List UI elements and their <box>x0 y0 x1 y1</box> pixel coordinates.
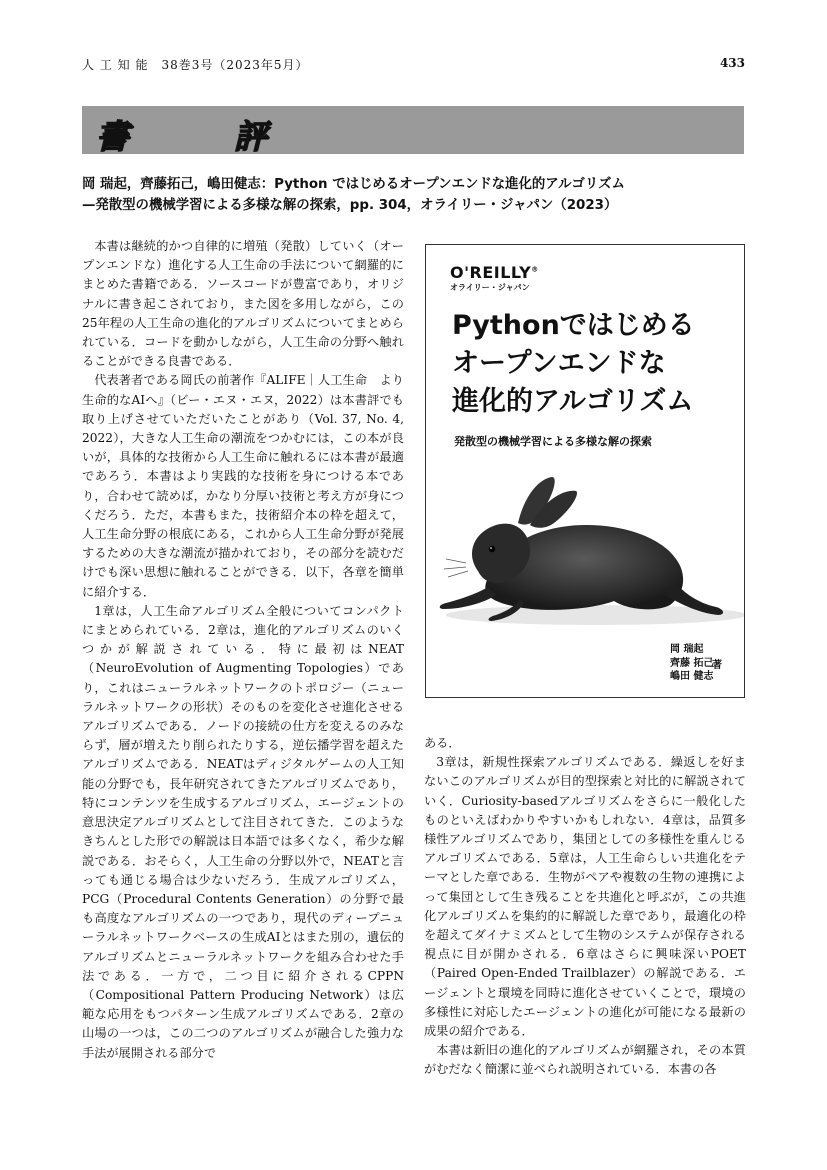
cover-publisher-logo: O'REILLY® <box>450 263 539 282</box>
paragraph-summary: 本書は新旧の進化的アルゴリズムが網羅され，その本質がむだなく簡潔に並べられ説明されている．本書の各 <box>424 1043 746 1077</box>
book-reference <box>82 174 744 216</box>
body-column-right <box>424 734 746 1080</box>
section-title-char-1: 書 <box>96 117 129 156</box>
cover-publisher-jp: オライリー・ジャパン <box>450 283 530 292</box>
cover-author-suffix: 著 <box>712 660 722 671</box>
paragraph-continuation: ある． <box>424 736 461 750</box>
cover-authors: 岡 瑞起 齊藤 拓己 嶋田 健志 <box>670 644 714 682</box>
paragraph-chapters-3-6: 3章は，新規性探索アルゴリズムである．繰返しを好まないこのアルゴリズムが目的型探索と対比的に解説されていく．Curiosity-basedアルゴリズムをさらに一般化したものといえばわかりやすいかもしれない．4章は，品質多様性アルゴリズムであり，集団としての多様性を重んじるアルゴリズムである．5章は，人工生命らしい共進化をテーマとした章である．生物がペアや複数の生物の連携によって集団として生き残ることを共進化と呼ぶが，この共進化アルゴリズムを集約的に解説した章であり，最適化の枠を超えてダイナミズムとして生物のシステムが保存される視点に目が開かされる．6章はさらに興味深いPOET（Paired Open-Ended Trailblazer）の解説である．エージェントと環境を同時に進化させていくことで，環境の多様性に対応したエージェントの進化が可能になる最新の成果の紹介である． <box>424 755 746 1039</box>
rabbit-illustration <box>426 463 744 633</box>
paragraph-chapters-1-2: 1章は，人工生命アルゴリズム全般についてコンパクトにまとめられている．2章は，進化的アルゴリズムのいくつかが解説されている．特に最初はNEAT（NeuroEvolution of Augmenting Topologies）であり，これはニューラルネットワークのトポロジー（ニューラルネットワークの形状）そのものを変化させ進化させるアルゴリズムである．ノードの接続の仕方を変えるのみならず，層が増えたり削られたりする，逆伝播学習を超えたアルゴリズムである．NEATはディジタルゲームの人工知能の分野でも，長年研究されてきたアルゴリズムであり，特にコンテンツを生成するアルゴリズム，エージェントの意思決定アルゴリズムとして注目されてきた．このようなきちんとした形での解説は日本語では多くなく，希少な解説である．おそらく，人工生命の分野以外で，NEATと言っても通じる場合は少ないだろう．生成アルゴリズム，PCG（Procedural Contents Generation）の分野で最も高度なアルゴリズムの一つであり，現代のディープニューラルネットワークベースの生成AIとはまた別の，遺伝的アルゴリズムとニューラルネットワークを組み合わせた手法である．一方で，二つ目に紹介されるCPPN（Compositional Pattern Producing Network）は広範な応用をもつパターン生成アルゴリズムである．2章の山場の一つは，この二つのアルゴリズムが融合した強力な手法が展開される部分で <box>82 603 404 1060</box>
book-cover-image <box>425 244 745 698</box>
book-reference-line-2: —発散型の機械学習による多様な解の探索，pp. 304，オライリー・ジャパン（2023） <box>82 198 618 213</box>
paragraph-previous-work: 代表著者である岡氏の前著作『ALIFE｜人工生命 より生命的なAIへ』（ビー・エヌ・エヌ，2022）は本書評でも取り上げさせていただいたことがあり（Vol. 37, No. 4, 2022），大きな人工生命の潮流をつかむには，この本が良いが，具体的な技術から人工生命に触れるには本書が最適であろう．本書はより実践的な技術を身につける本であり，合わせて読めば，かなり分厚い技術と考え方が身につくだろう．ただ，本書もまた，技術紹介本の枠を超えて，人工生命分野の根底にある，これから人工生命分野が発展するための大きな潮流が描かれており，その部分を読むだけでも深い思想に触れることができる．以下，各章を簡単に紹介する． <box>82 373 404 599</box>
section-banner <box>82 106 744 154</box>
page-number: 433 <box>719 56 745 70</box>
book-reference-line-1: 岡 瑞起，齊藤拓己，嶋田健志：Python ではじめるオープンエンドな進化的アルゴリズム <box>82 177 625 192</box>
running-header <box>82 56 745 74</box>
cover-subtitle: 発散型の機械学習による多様な解の探索 <box>454 435 652 448</box>
paragraph-intro: 本書は継続的かつ自律的に増殖（発散）していく（オープンエンドな）進化する人工生命の手法について網羅的にまとめた書籍である．ソースコードが豊富であり，オリジナルに書き起こされており，また図を多用しながら，この25年程の人工生命の進化的アルゴリズムについてまとめられている．コードを動かしながら，人工生命の分野へ触れることができる良書である． <box>82 239 404 369</box>
journal-info: 人 工 知 能 38巻3号（2023年5月） <box>82 58 309 72</box>
section-title-char-2: 評 <box>234 117 267 156</box>
body-column-left <box>82 237 404 1063</box>
cover-title: Pythonではじめる オープンエンドな 進化的アルゴリズム <box>452 310 695 417</box>
